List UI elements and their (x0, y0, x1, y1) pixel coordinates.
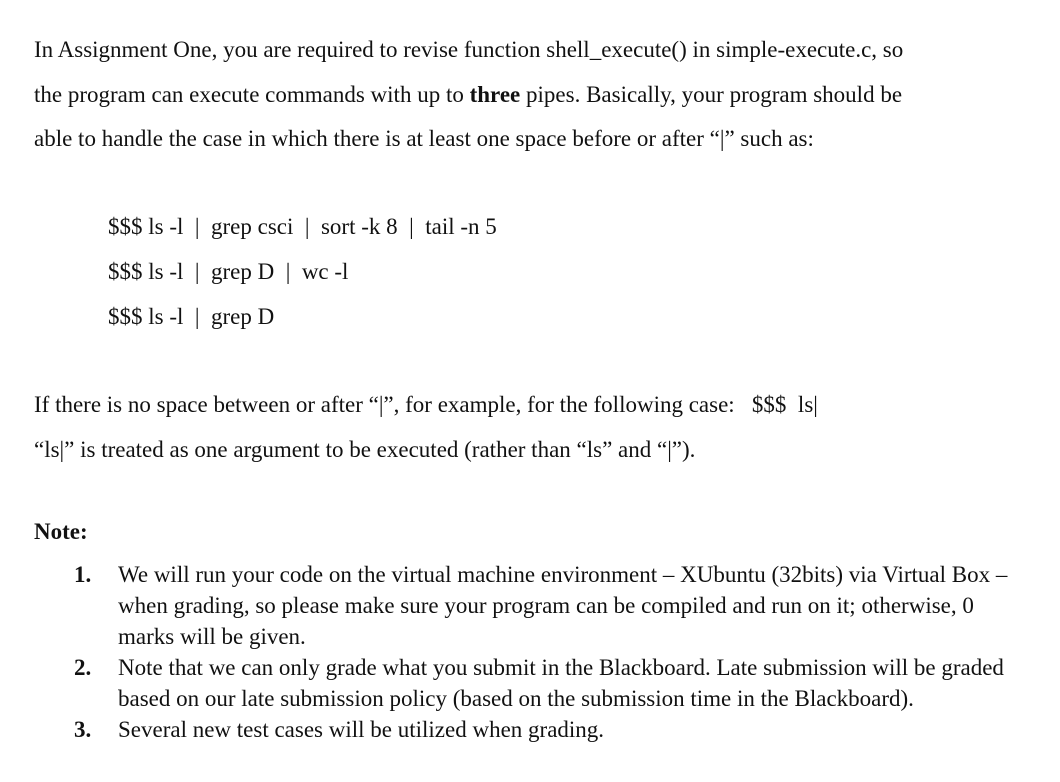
command-example-2: $$$ ls -l | grep D | wc -l (108, 259, 349, 284)
note-text: Several new test cases will be utilized when grading. (118, 717, 605, 742)
note-heading: Note: (34, 519, 88, 544)
note-item (74, 714, 1014, 745)
note-text: Note that we can only grade what you submit in the Blackboard. Late submission will be graded based on our late submission policy (based on the submission time in the Blackboard). (118, 655, 1004, 711)
note-text: We will run your code on the virtual machine environment – XUbuntu (32bits) via Virtual Box – when grading, so please make sure your program can be compiled and run on it; otherwise, 0 marks will be given. (118, 562, 1008, 649)
note-item (74, 559, 1014, 652)
intro-line-1: In Assignment One, you are required to revise function shell_execute() in simple-execute.c, so (34, 37, 904, 62)
intro-line-2-start: the program can execute commands with up to (34, 82, 470, 107)
intro-bold-three: three (469, 82, 521, 107)
note-number: 3. (74, 717, 92, 742)
command-example-3: $$$ ls -l | grep D (108, 304, 275, 329)
intro-line-2 (34, 80, 902, 110)
intro-line-2-end: pipes. Basically, your program should be (520, 82, 903, 107)
nospace-line-2: “ls|” is treated as one argument to be executed (rather than “ls” and “|”). (34, 437, 696, 462)
note-number: 1. (74, 562, 92, 587)
intro-line-3: able to handle the case in which there is at least one space before or after “|” such as: (34, 126, 814, 151)
nospace-line-1: If there is no space between or after “|”, for example, for the following case: $$$ ls| (34, 392, 818, 417)
note-list (74, 559, 1014, 745)
command-example-1: $$$ ls -l | grep csci | sort -k 8 | tail -n 5 (108, 214, 497, 239)
note-item (74, 652, 1014, 714)
note-number: 2. (74, 655, 92, 680)
